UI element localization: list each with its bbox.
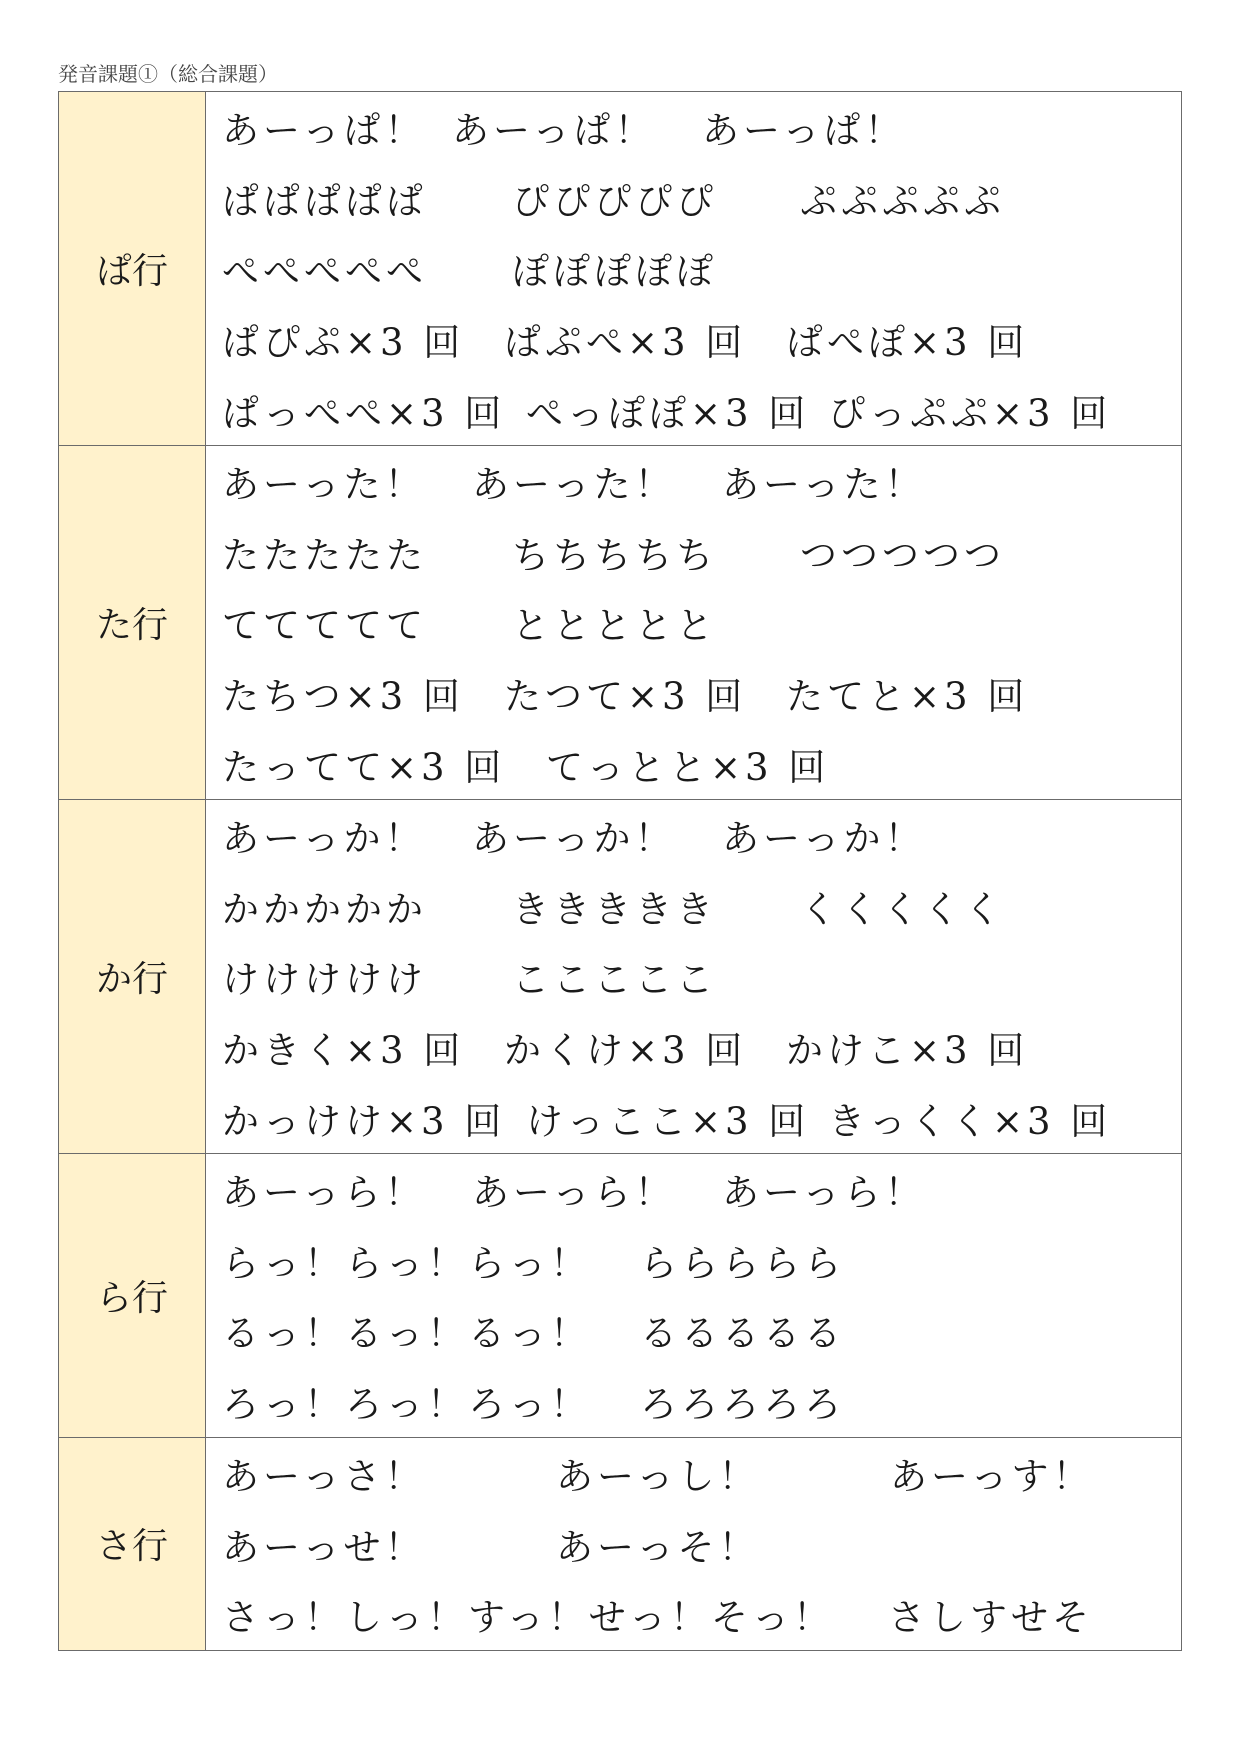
drill-phrase: ててててて [222,604,427,648]
drill-line [206,871,1181,942]
drill-phrase: あーった！ [222,463,426,507]
drill-phrase: かっけけ×3 回 [222,1099,506,1143]
row-label: た行 [59,446,206,800]
drill-phrase: あーっら！ [472,1171,676,1215]
drill-line [206,587,1181,658]
drill-phrase: こここここ [512,958,717,1002]
drill-phrase: あーっせ！ [222,1525,426,1569]
drill-phrase: あーっぱ！ [702,109,906,153]
drill-phrase: けっここ×3 回 [526,1099,810,1143]
drill-phrase: ぽぽぽぽぽ [512,250,717,294]
drill-phrase: あーっか！ [222,817,426,861]
drill-phrase: あーっぱ！ [452,109,656,153]
drill-row [59,1154,1182,1438]
drill-phrase: ぱぷぺ×3 回 [504,321,747,365]
drill-phrase: あーっら！ [722,1171,926,1215]
drill-line [206,1082,1181,1153]
row-label: さ行 [59,1438,206,1651]
drill-phrase: あーった！ [472,463,676,507]
drill-phrase: らっ！らっ！らっ！ [222,1241,591,1285]
drill-table-body [59,92,1182,1651]
drill-line [206,1154,1181,1225]
drill-line [206,446,1181,517]
drill-phrase: あーっし！ [556,1455,760,1499]
row-label: か行 [59,800,206,1154]
drill-line [206,1438,1181,1509]
drill-phrase: かくけ×3 回 [504,1029,747,1073]
drill-phrase: あーっか！ [722,817,926,861]
drill-phrase: ぴっぷぷ×3 回 [828,391,1112,435]
drill-line [206,1579,1181,1650]
drill-line [206,1012,1181,1083]
drill-phrase: たちつ×3 回 [222,675,464,719]
row-label: ぱ行 [59,92,206,446]
drill-line [206,800,1181,871]
drill-line [206,374,1181,445]
drill-line [206,1225,1181,1296]
drill-line [206,163,1181,234]
drill-phrase: さしすせそ [888,1596,1093,1640]
drill-line [206,233,1181,304]
row-label: ら行 [59,1154,206,1438]
drill-phrase: くくくくく [800,887,1005,931]
drill-phrase: けけけけけ [222,958,427,1002]
drill-phrase: ととととと [512,604,717,648]
drill-phrase: ぱぺぽ×3 回 [786,321,1029,365]
row-content [206,1154,1182,1438]
drill-phrase: たたたたた [222,533,427,577]
drill-line [206,92,1181,163]
drill-row [59,800,1182,1154]
drill-phrase: てっとと×3 回 [546,745,830,789]
drill-row [59,1438,1182,1651]
drill-phrase: あーっら！ [222,1171,426,1215]
drill-line [206,941,1181,1012]
drill-phrase: あーっか！ [472,817,676,861]
drill-row [59,446,1182,800]
drill-phrase: るるるるる [640,1312,845,1356]
drill-phrase: ぺぺぺぺぺ [222,250,427,294]
drill-phrase: たつて×3 回 [504,675,747,719]
drill-phrase: かかかかか [222,887,427,931]
drill-phrase: あーった！ [722,463,926,507]
drill-phrase: きっくく×3 回 [828,1099,1112,1143]
drill-phrase: かけこ×3 回 [786,1029,1029,1073]
drill-phrase: あーっす！ [890,1455,1094,1499]
drill-phrase: ぱぴぷ×3 回 [222,321,465,365]
drill-phrase: かきく×3 回 [222,1029,465,1073]
pronunciation-drill-table [58,91,1182,1651]
row-content [206,1438,1182,1651]
drill-phrase: あーっさ！ [222,1455,426,1499]
drill-phrase: あーっぱ！ [222,109,426,153]
drill-phrase: ちちちちち [512,533,717,577]
drill-phrase: ぱぱぱぱぱ [222,179,427,223]
document-title: 発音課題①（総合課題） [58,62,278,86]
drill-phrase: ろろろろろ [640,1383,845,1427]
drill-line [206,1295,1181,1366]
drill-phrase: ららららら [640,1241,845,1285]
row-content [206,92,1182,446]
drill-phrase: たてと×3 回 [786,675,1029,719]
drill-phrase: ききききき [512,887,717,931]
drill-phrase: ぺっぽぽ×3 回 [526,391,810,435]
drill-phrase: ぴぴぴぴぴ [512,179,717,223]
drill-phrase: たってて×3 回 [222,745,506,789]
drill-phrase: ろっ！ろっ！ろっ！ [222,1383,591,1427]
drill-line [206,728,1181,799]
drill-line [206,304,1181,375]
drill-phrase: ぱっぺぺ×3 回 [222,391,506,435]
drill-row [59,92,1182,446]
drill-phrase: あーっそ！ [556,1525,760,1569]
drill-line [206,658,1181,729]
drill-line [206,517,1181,588]
drill-line [206,1366,1181,1437]
drill-phrase: つつつつつ [800,533,1005,577]
drill-line [206,1509,1181,1580]
row-content [206,800,1182,1154]
drill-phrase: るっ！るっ！るっ！ [222,1312,591,1356]
row-content [206,446,1182,800]
drill-phrase: さっ！しっ！すっ！せっ！そっ！ [222,1596,835,1640]
drill-phrase: ぷぷぷぷぷ [800,179,1005,223]
